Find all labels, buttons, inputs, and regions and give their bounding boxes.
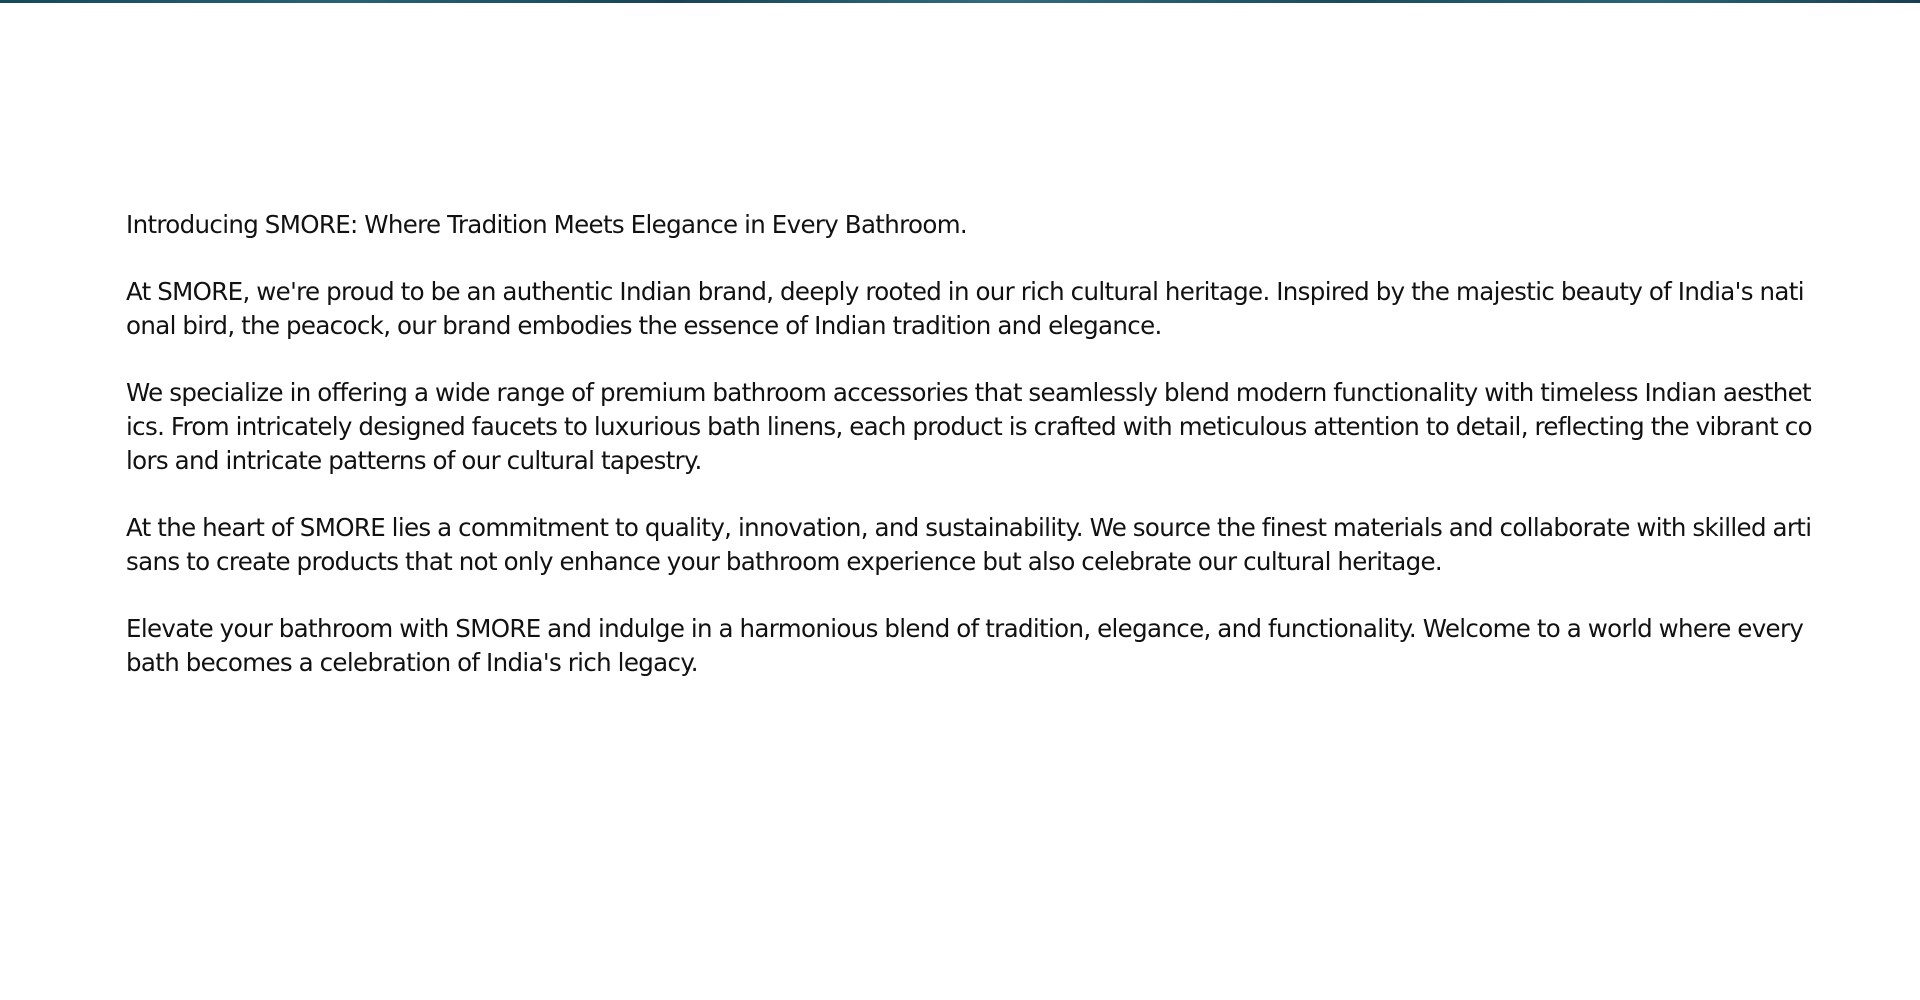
quality-commitment-paragraph: At the heart of SMORE lies a commitment to quality, innovation, and sustainability. We source the finest materials and collaborate with skilled artisans to create products that not only enhance your bathroom experience but also celebrate our cultural heritage. (126, 513, 1812, 576)
intro-paragraph: Introducing SMORE: Where Tradition Meets Elegance in Every Bathroom. (126, 210, 968, 239)
top-border-strip (0, 0, 1920, 3)
about-section (126, 208, 1816, 713)
product-range-paragraph: We specialize in offering a wide range of premium bathroom accessories that seamlessly blend modern functionality with timeless Indian aesthetics. From intricately designed faucets to luxurious bath linens, each product is crafted with meticulous attention to detail, reflecting the vibrant colors and intricate patterns of our cultural tapestry. (126, 378, 1812, 475)
brand-origin-paragraph: At SMORE, we're proud to be an authentic Indian brand, deeply rooted in our rich cultural heritage. Inspired by the majestic beauty of India's national bird, the peacock, our brand embodies the essence of Indian tradition and elegance. (126, 277, 1804, 340)
closing-paragraph: Elevate your bathroom with SMORE and indulge in a harmonious blend of tradition, elegance, and functionality. Welcome to a world where every bath becomes a celebration of India's rich legacy. (126, 614, 1804, 677)
